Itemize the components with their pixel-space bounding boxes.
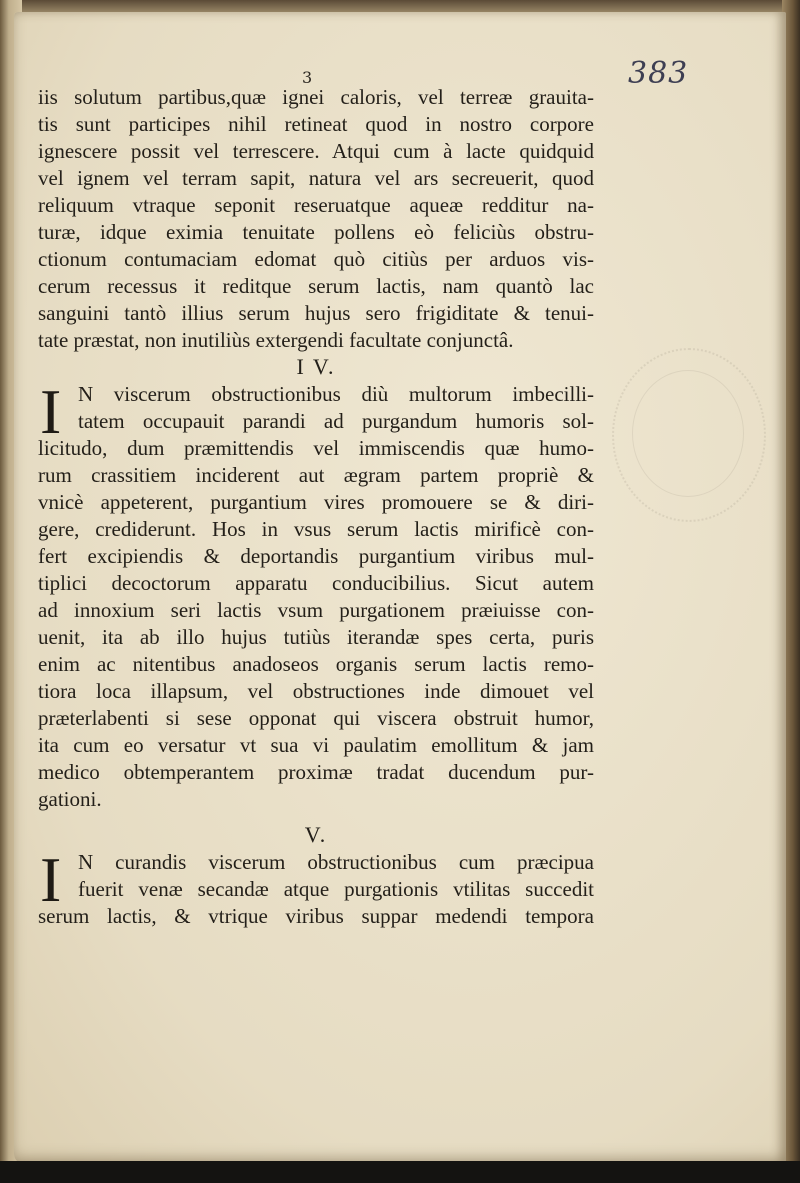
text-line: præterlabenti si sese opponat qui viscera obstruit humor, <box>38 706 594 730</box>
text-line: reliquum vtraque seponit reseruatque aqueæ redditur na- <box>38 193 594 217</box>
signature-mark: 3 <box>302 68 313 87</box>
text-line: ad innoxium seri lactis vsum purgationem præiuisse con- <box>38 598 594 622</box>
text-line: tatem occupauit parandi ad purgandum humoris sol- <box>78 409 594 433</box>
text-line: gere, crediderunt. Hos in vsus serum lactis mirificè con- <box>38 517 594 541</box>
text-line: tate præstat, non inutiliùs extergendi facultate conjunctâ. <box>38 328 514 352</box>
text-line: fuerit venæ secandæ atque purgationis vtilitas succedit <box>78 877 594 901</box>
text-line: tis sunt participes nihil retineat quod in nostro corpore <box>38 112 594 136</box>
text-line: uenit, ita ab illo hujus tutiùs iterandæ spes certa, puris <box>38 625 594 649</box>
text-line: gationi. <box>38 787 102 811</box>
section-heading-v: V. <box>304 822 328 847</box>
section-heading-iv: I V. <box>296 354 336 379</box>
text-line: fert excipiendis & deportandis purgantium viribus mul- <box>38 544 594 568</box>
text-line: licitudo, dum præmittendis vel immiscendis quæ humo- <box>38 436 594 460</box>
text-line: cerum recessus it reditque serum lactis, nam quantò lac <box>38 274 594 298</box>
text-line: ignescere possit vel terrescere. Atqui cum à lacte quidquid <box>38 139 594 163</box>
text-line: ita cum eo versatur vt sua vi paulatim emollitum & jam <box>38 733 594 757</box>
book-bottom-edge <box>0 1161 800 1183</box>
text-line: N viscerum obstructionibus diù multorum imbecilli- <box>78 382 594 406</box>
text-line: medico obtemperantem proximæ tradat ducendum pur- <box>38 760 594 784</box>
text-line: vnicè appeterent, purgantium vires promouere se & diri- <box>38 490 594 514</box>
text-line: tiplici decoctorum apparatu conducibilius. Sicut autem <box>38 571 594 595</box>
text-line: N curandis viscerum obstructionibus cum præcipua <box>78 850 594 874</box>
text-line: ctionum contumaciam edomat quò citiùs per arduos vis- <box>38 247 594 271</box>
text-line: vel ignem vel terram sapit, natura vel ars secreuerit, quod <box>38 166 594 190</box>
folio-number: 383 <box>628 56 689 91</box>
drop-initial-iv: I <box>40 376 62 447</box>
library-stamp-bleedthrough <box>612 348 766 522</box>
text-line: enim ac nitentibus anadoseos organis serum lactis remo- <box>38 652 594 676</box>
drop-initial-v: I <box>40 844 62 915</box>
text-line: serum lactis, & vtrique viribus suppar medendi tempora <box>38 904 594 928</box>
text-line: tiora loca illapsum, vel obstructiones inde dimouet vel <box>38 679 594 703</box>
text-line: turæ, idque eximia tenuitate pollens eò feliciùs obstru- <box>38 220 594 244</box>
text-line: iis solutum partibus,quæ ignei caloris, vel terreæ grauita- <box>38 85 594 109</box>
text-line: rum crassitiem inciderent aut ægram partem propriè & <box>38 463 594 487</box>
text-line: sanguini tantò illius serum hujus sero frigiditate & tenui- <box>38 301 594 325</box>
